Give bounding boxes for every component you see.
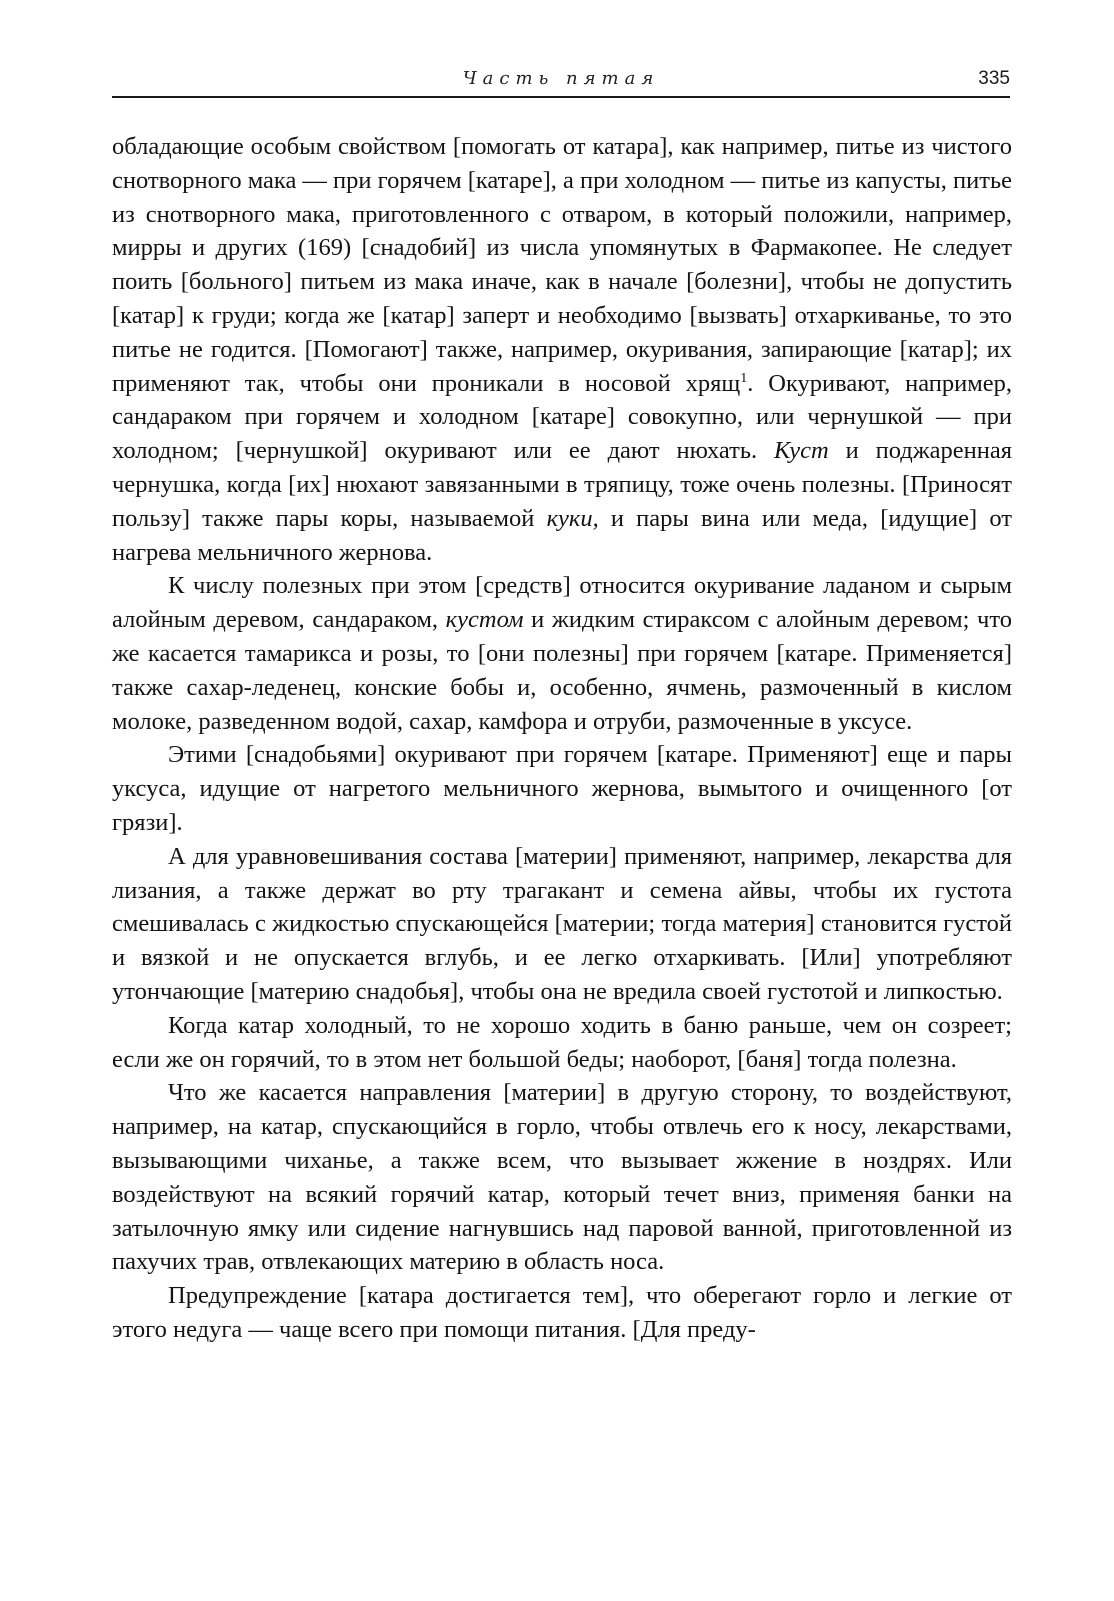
paragraph-6: Что же касается направления [материи] в другую сторону, то воздействуют, например, на катар, спускающийся в горло, чтобы отвлечь его к носу, лекарствами, вызывающими чиханье, а также всем, что вызывает жжение в ноздрях. Или воздействуют на всякий горячий катар, который течет вниз, применяя банки на затылочную ямку или сидение нагнувшись над паровой ванной, приготовленной из пахучих трав, отвлекающих материю в область носа. bbox=[112, 1079, 1012, 1276]
paragraph-1-text-a: обладающие особым свойством [помогать от катара], как например, питье из чистого снотворного мака — при горячем [катаре], а при холодном — питье из капусты, питье из снотворного мака, приготовленного с отваром, в который положили, например, мирры и других (169) [снадобий] из числа упомянутых в Фармакопее. Не следует поить [больного] питьем из мака иначе, как в начале [болезни], чтобы не допустить [катар] к груди; когда же [катар] заперт и необходимо [вызвать] отхаркиванье, то это питье не годится. [Помогают] также, например, окуривания, запирающие [катар]; их применяют так, чтобы они проникали в носовой хрящ bbox=[112, 133, 1012, 397]
footnote-marker: 1 bbox=[740, 370, 748, 386]
paragraph-3: Этими [снадобьями] окуривают при горячем [катаре. Применяют] еще и пары уксуса, идущие от нагретого мельничного жернова, вымытого и очищенного [от грязи]. bbox=[112, 741, 1012, 836]
paragraph-1-text-d: и пары вина или меда, [идущие] от нагрева мельничного жернова. bbox=[112, 504, 1012, 566]
body-text bbox=[112, 130, 1012, 1347]
paragraph-4: А для уравновешивания состава [материи] применяют, например, лекарства для лизания, а также держат во рту трагакант и семена айвы, чтобы их густота смешивалась с жидкостью спускающейся [материи; тогда материя] становится густой и вязкой и не опускается вглубь, и ее легко отхаркивать. [Или] употребляют утончающие [материю снадобья], чтобы она не вредила своей густотой и липкостью. bbox=[112, 842, 1012, 1005]
paragraph-7: Предупреждение [катара достигается тем], что оберегают горло и легкие от этого недуга — чаще всего при помощи питания. [Для преду- bbox=[112, 1282, 1012, 1343]
paragraph-1-text-c: и поджаренная чернушка, когда [их] нюхают завязанными в тряпицу, тоже очень полезны. [Приносят пользу] также пары коры, называемой bbox=[112, 437, 1012, 532]
paragraph-2 bbox=[112, 569, 1012, 738]
paragraph-2-text-a: К числу полезных при этом [средств] относится окуривание ладаном и сырым алойным деревом, сандараком, bbox=[112, 572, 1012, 634]
italic-term-kustom: кустом bbox=[445, 606, 524, 634]
italic-term-kuki: куки, bbox=[546, 504, 599, 532]
italic-term-kust: Куст bbox=[774, 437, 829, 465]
paragraph-1-text-b: . Окуривают, например, сандараком при горячем и холодном [катаре] совокупно, или чернушкой — при холодном; [чернушкой] окуривают или ее дают нюхать. bbox=[112, 369, 1012, 465]
paragraph-1 bbox=[112, 130, 1012, 569]
paragraph-2-text-b: и жидким стираксом с алойным деревом; что же касается тамарикса и розы, то [они полезны] при горячем [катаре. Применяется] также сахар-леденец, конские бобы и, особенно, ячмень, размоченный в кислом молоке, разведенном водой, сахар, камфора и отруби, размоченные в уксусе. bbox=[112, 606, 1012, 735]
running-title: Часть пятая bbox=[462, 68, 660, 89]
paragraph-5: Когда катар холодный, то не хорошо ходить в баню раньше, чем он созреет; если же он горячий, то в этом нет большой беды; наоборот, [баня] тогда полезна. bbox=[112, 1011, 1012, 1073]
page-number: 335 bbox=[978, 68, 1010, 89]
running-head bbox=[112, 66, 1010, 98]
